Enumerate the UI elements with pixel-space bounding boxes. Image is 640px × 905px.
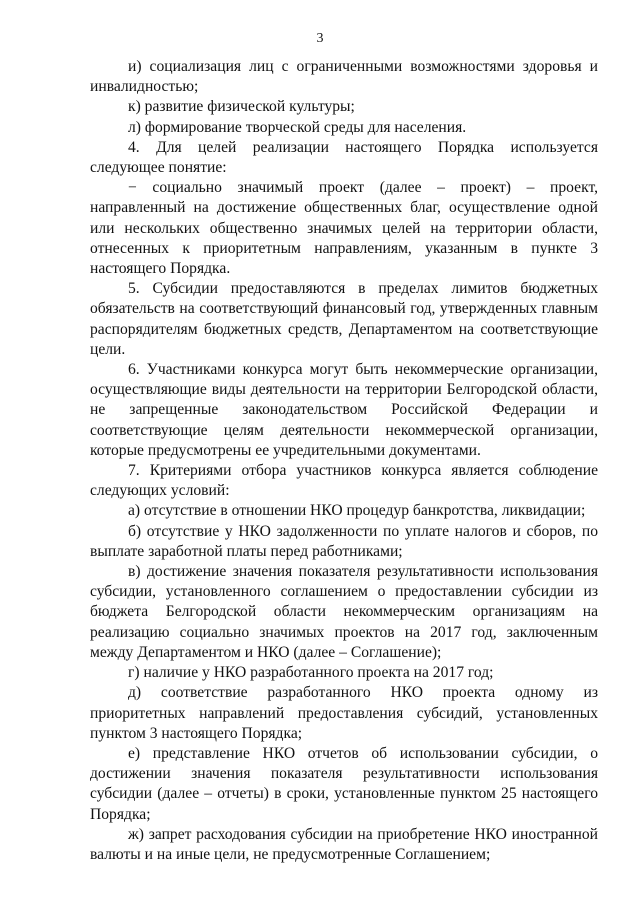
paragraph-criterion-a: а) отсутствие в отношении НКО процедур банкротства, ликвидации; bbox=[128, 502, 586, 520]
paragraph-criterion-g: г) наличие у НКО разработанного проекта на 2017 год; bbox=[128, 664, 494, 682]
paragraph-criterion-e: е) представление НКО отчетов об использовании субсидии, о достижении значения показателя результативности использования субсидии (далее – отчеты) в сроки, установленные пунктом 25 настоящего Порядка; bbox=[90, 744, 598, 823]
paragraph-criterion-d: д) соответствие разработанного НКО проекта одному из приоритетных направлений предоставления субсидий, установленных пунктом 3 настоящего Порядка; bbox=[90, 684, 598, 742]
paragraph-criterion-v: в) достижение значения показателя результативности использования субсидии, установленного соглашением о предоставлении субсидии из бюджета Белгородской области некоммерческим организациям на реализацию социально значимых проектов на 2017 год, заключенным между Департаментом и НКО (далее – Соглашение); bbox=[90, 563, 598, 661]
paragraph-definition: − социально значимый проект (далее – проект) – проект, направленный на достижение общественных благ, осуществление одной или нескольких общественно значимых целей на территории области, отнесенных к приоритетным направлениям, указанным в пункте 3 настоящего Порядка. bbox=[90, 179, 598, 278]
page-number: 3 bbox=[316, 31, 324, 46]
paragraph-item-k: к) развитие физической культуры; bbox=[128, 98, 355, 116]
paragraph-criterion-zh: ж) запрет расходования субсидии на приобретение НКО иностранной валюты и на иные цели, не предусмотренные Соглашением; bbox=[90, 825, 598, 863]
paragraph-section-7: 7. Критериями отбора участников конкурса является соблюдение следующих условий: bbox=[90, 462, 598, 500]
paragraph-item-l: л) формирование творческой среды для населения. bbox=[128, 118, 467, 136]
paragraph-criterion-b: б) отсутствие у НКО задолженности по уплате налогов и сборов, по выплате заработной платы перед работниками; bbox=[90, 522, 598, 560]
paragraph-section-4: 4. Для целей реализации настоящего Порядка используется следующее понятие: bbox=[90, 138, 598, 177]
paragraph-section-5: 5. Субсидии предоставляются в пределах лимитов бюджетных обязательств на соответствующий финансовый год, утвержденных главным распорядителям бюджетных средств, Департаментом на соответствующие цели. bbox=[90, 280, 598, 358]
paragraph-section-6: 6. Участниками конкурса могут быть некоммерческие организации, осуществляющие виды деятельности на территории Белгородской области, не запрещенные законодательством Российской Федерации и соответствующие целям деятельности некоммерческой организации, которые предусмотрены ее учредительными документами. bbox=[90, 361, 598, 459]
paragraph-item-i: и) социализация лиц с ограниченными возможностями здоровья и инвалидностью; bbox=[90, 58, 598, 96]
document-body bbox=[90, 57, 598, 865]
